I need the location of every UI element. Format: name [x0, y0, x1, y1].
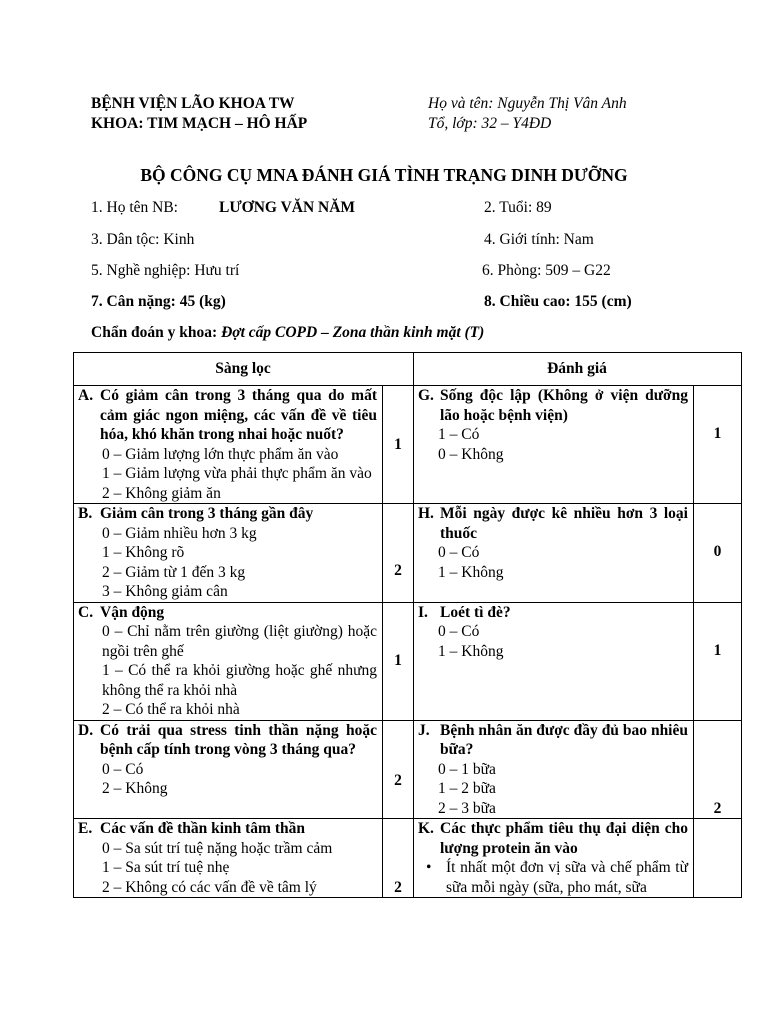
assessment-cell: [414, 720, 694, 819]
table-row: [74, 386, 742, 504]
item-letter: J.: [418, 721, 430, 739]
header-screening: Sàng lọc: [74, 353, 414, 386]
department-name: KHOA: TIM MẠCH – HÔ HẤP: [91, 115, 308, 132]
table-header-row: [74, 353, 742, 386]
option: 2 – Giảm từ 1 đến 3 kg: [102, 563, 246, 581]
item-question: Có giảm cân trong 3 tháng qua do mất cảm giác ngon miệng, các vấn đề về tiêu hóa, khó khăn trong nhai hoặc nuốt?: [100, 387, 377, 443]
assessment-cell: [414, 386, 694, 504]
option: 2 – Có thể ra khỏi nhà: [102, 701, 240, 718]
score-cell: [694, 819, 742, 898]
screening-cell: [74, 720, 383, 819]
score-cell: 2: [383, 504, 414, 603]
item-letter: G.: [418, 387, 434, 404]
option: 2 – Không có các vấn đề về tâm lý: [102, 878, 317, 896]
item-question: Có trải qua stress tinh thần nặng hoặc bệnh cấp tính trong vòng 3 tháng qua?: [100, 721, 377, 758]
item-question: Các thực phẩm tiêu thụ đại diện cho lượng protein ăn vào: [440, 820, 688, 857]
score-cell: 2: [694, 720, 742, 819]
item-letter: A.: [78, 387, 94, 404]
diagnosis: [91, 323, 484, 343]
score-cell: 2: [383, 720, 414, 819]
option: 1 – Có: [438, 426, 480, 443]
item-question: Vận động: [100, 603, 165, 621]
patient-gender: 4. Giới tính: Nam: [484, 231, 594, 248]
item-question: Giảm cân trong 3 tháng gần đây: [100, 505, 314, 522]
option: 0 – Giảm nhiều hơn 3 kg: [102, 524, 257, 542]
score-cell: 1: [694, 386, 742, 504]
item-question: Sống độc lập (Không ở viện dưỡng lão hoặc bệnh viện): [440, 387, 688, 424]
score-cell: 1: [694, 602, 742, 720]
option: 1 – Không rõ: [102, 544, 185, 561]
option: 2 – Không giảm ăn: [102, 484, 221, 502]
mna-table: [73, 352, 742, 898]
option: 1 – Giảm lượng vừa phải thực phẩm ăn vào: [102, 465, 372, 482]
option: 0 – Sa sút trí tuệ nặng hoặc trầm cảm: [102, 839, 333, 857]
screening-cell: [74, 504, 383, 603]
header-assessment: Đánh giá: [414, 353, 742, 386]
item-letter: I.: [418, 603, 428, 621]
option: 1 – Có thể ra khỏi giường hoặc ghế nhưng không thể ra khỏi nhà: [102, 662, 377, 699]
option: 0 – Giảm lượng lớn thực phẩm ăn vào: [102, 445, 339, 463]
option: 3 – Không giảm cân: [102, 583, 228, 600]
option: 0 – Có: [438, 623, 480, 640]
patient-age: 2. Tuổi: 89: [484, 199, 552, 216]
option: 0 – Chỉ nằm trên giường (liệt giường) hoặc ngồi trên ghế: [102, 623, 377, 660]
score-cell: 1: [383, 386, 414, 504]
option: Ít nhất một đơn vị sữa và chế phẩm từ sữa mỗi ngày (sữa, pho mát, sữa: [446, 859, 688, 896]
item-letter: B.: [78, 505, 93, 522]
assessment-cell: [414, 602, 694, 720]
table-row: [74, 602, 742, 720]
student-group: Tổ, lớp: 32 – Y4ĐD: [428, 115, 552, 132]
score-cell: 1: [383, 602, 414, 720]
item-question: Các vấn đề thần kinh tâm thần: [100, 820, 305, 837]
document-title: BỘ CÔNG CỤ MNA ĐÁNH GIÁ TÌNH TRẠNG DINH DƯỠNG: [140, 165, 628, 185]
patient-height: 8. Chiều cao: 155 (cm): [484, 293, 632, 310]
student-name: Họ và tên: Nguyễn Thị Vân Anh: [428, 95, 627, 112]
item-letter: D.: [78, 721, 94, 739]
patient-weight: 7. Cân nặng: 45 (kg): [91, 293, 226, 310]
option: 2 – 3 bữa: [438, 799, 496, 817]
diagnosis-value: Đợt cấp COPD – Zona thần kinh mặt (T): [221, 324, 485, 341]
patient-occupation: 5. Nghề nghiệp: Hưu trí: [91, 262, 240, 279]
patient-name-value: LƯƠNG VĂN NĂM: [219, 199, 356, 216]
patient-room: 6. Phòng: 509 – G22: [482, 262, 611, 279]
item-question: Loét tì đè?: [440, 603, 511, 621]
table-row: [74, 819, 742, 898]
option: 0 – 1 bữa: [438, 760, 496, 778]
assessment-cell: [414, 504, 694, 603]
item-letter: H.: [418, 505, 434, 522]
item-letter: K.: [418, 820, 434, 837]
score-cell: 2: [383, 819, 414, 898]
diagnosis-label: Chẩn đoán y khoa:: [91, 324, 218, 341]
bullet-icon: •: [426, 859, 432, 876]
option: 1 – 2 bữa: [438, 780, 496, 797]
screening-cell: [74, 602, 383, 720]
table-row: [74, 720, 742, 819]
option: 0 – Không: [438, 445, 504, 463]
item-question: Bệnh nhân ăn được đầy đủ bao nhiêu bữa?: [440, 721, 688, 758]
item-question: Mỗi ngày được kê nhiều hơn 3 loại thuốc: [440, 505, 688, 542]
option: 1 – Sa sút trí tuệ nhẹ: [102, 859, 230, 876]
option: 0 – Có: [438, 544, 480, 561]
item-letter: C.: [78, 603, 94, 621]
screening-cell: [74, 386, 383, 504]
table-row: [74, 504, 742, 603]
item-letter: E.: [78, 820, 93, 837]
option: 2 – Không: [102, 780, 168, 797]
option: 1 – Không: [438, 563, 504, 581]
assessment-cell: [414, 819, 694, 898]
option: 1 – Không: [438, 642, 504, 660]
patient-ethnicity: 3. Dân tộc: Kinh: [91, 231, 195, 248]
hospital-name: BỆNH VIỆN LÃO KHOA TW: [91, 95, 295, 112]
score-cell: 0: [694, 504, 742, 603]
option: 0 – Có: [102, 760, 144, 778]
screening-cell: [74, 819, 383, 898]
patient-name-label: 1. Họ tên NB:: [91, 199, 178, 216]
